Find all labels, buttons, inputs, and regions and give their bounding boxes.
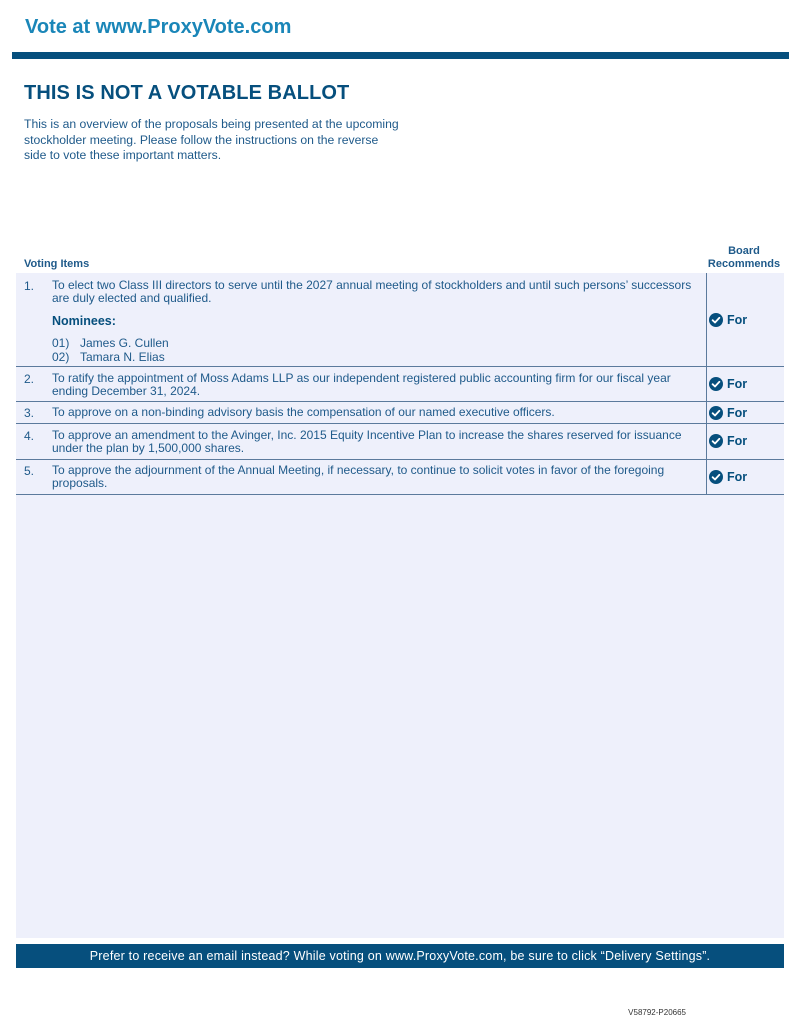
item-number: 3. [24,406,35,420]
delivery-settings-banner: Prefer to receive an email instead? While voting on www.ProxyVote.com, be sure to click “Delivery Settings”. [16,944,784,968]
document-code: V58792-P20665 [628,1008,686,1017]
nominee-item [52,350,165,364]
row-divider [16,366,784,367]
recommendation-label: For [727,434,748,448]
recommendation-label: For [727,470,748,484]
board-header-line2: Recommends [707,258,781,270]
row-divider [16,459,784,460]
board-recommendation [709,377,747,391]
item-text: To approve the adjournment of the Annual Meeting, if necessary, to continue to solicit votes in favor of the foregoing proposals. [52,463,665,490]
nominee-number: 02) [52,350,70,364]
recommendation-label: For [727,406,748,420]
board-recommends-header [704,245,784,271]
intro-text: This is an overview of the proposals being presented at the upcoming stockholder meeting. Please follow the instructions on the reverse side to vote these important matters. [24,117,399,162]
row-divider [16,423,784,424]
item-number: 4. [24,429,35,443]
header-rule [12,52,789,59]
item-text: To approve an amendment to the Avinger, Inc. 2015 Equity Incentive Plan to increase the shares reserved for issuance under the plan by 1,500,000 shares. [52,428,682,455]
board-recommendation [709,470,747,484]
board-header-line1: Board [728,245,760,257]
check-circle-icon [709,470,723,484]
board-recommendation [709,313,747,327]
column-divider [706,273,707,495]
item-text: To elect two Class III directors to serve until the 2027 annual meeting of stockholders and until such persons’ successors are duly elected and qualified. [52,278,692,305]
item-text: To ratify the appointment of Moss Adams LLP as our independent registered public accounting firm for our fiscal year ending December 31, 2024. [52,371,671,398]
row-divider [16,401,784,402]
voting-items-header: Voting Items [24,258,90,270]
proxyvote-link[interactable]: Vote at www.ProxyVote.com [25,16,292,38]
nominee-name: James G. Cullen [80,336,169,350]
item-number: 1. [24,279,35,293]
recommendation-label: For [727,313,748,327]
recommendation-label: For [727,377,748,391]
check-circle-icon [709,406,723,420]
item-text: To approve on a non-binding advisory basis the compensation of our named executive officers. [52,405,555,419]
item-number: 5. [24,464,35,478]
board-recommendation [709,434,747,448]
row-divider [16,494,784,495]
nominee-name: Tamara N. Elias [80,350,165,364]
item-number: 2. [24,372,35,386]
check-circle-icon [709,377,723,391]
check-circle-icon [709,434,723,448]
check-circle-icon [709,313,723,327]
nominee-item [52,336,169,350]
nominee-number: 01) [52,336,70,350]
page-title: THIS IS NOT A VOTABLE BALLOT [24,82,350,104]
nominees-label: Nominees: [52,314,116,328]
board-recommendation [709,406,747,420]
